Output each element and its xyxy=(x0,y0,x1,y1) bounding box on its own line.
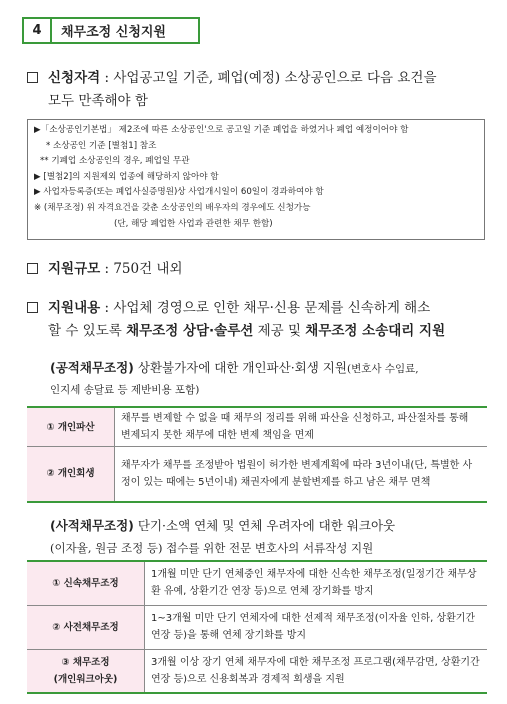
note-line: ** 기폐업 소상공인의 경우, 폐업일 무관 xyxy=(40,156,190,167)
table-row xyxy=(27,605,487,649)
public-table xyxy=(27,406,487,503)
row-label: ① 개인파산 xyxy=(27,407,115,447)
section-number: 4 xyxy=(24,19,52,42)
note-line: ▶ 사업자등록증(또는 폐업사실증명원)상 사업개시일이 60일이 경과하여야 함 xyxy=(34,187,324,198)
row-label: ③ 채무조정 (개인워크아웃) xyxy=(27,649,145,693)
scale-line: 지원규모 : 750건 내외 xyxy=(27,258,183,280)
public-heading: (공적채무조정) xyxy=(50,360,134,375)
eligibility-text1: 사업공고일 기준, 폐업(예정) 소상공인으로 다음 요건을 xyxy=(113,70,437,86)
row-text: 채무자가 채무를 조정받아 법원이 허가한 변제계획에 따라 3년이내(단, 특별한 사정이 있는 때에는 5년이내) 채권자에게 분할변제를 하고 남은 채무 면책 xyxy=(115,447,488,502)
content-line1: 지원내용 : 사업체 경영으로 인한 채무·신용 문제를 신속하게 해소 xyxy=(27,297,497,319)
eligibility-text2: 모두 만족해야 함 xyxy=(48,93,148,109)
scale-value: 750건 내외 xyxy=(113,261,183,277)
content-line2: 할 수 있도록 채무조정 상담·솔루션 제공 및 채무조정 소송대리 지원 xyxy=(48,323,446,339)
table-row xyxy=(27,447,487,502)
note-line: ▶ [별첨2]의 지원제외 업종에 해당하지 않아야 함 xyxy=(34,171,219,182)
note-line: ▶「소상공인기본법」 제2조에 따른 소상공인'으로 공고일 기준 폐업을 하였거나 폐업 예정이어야 함 xyxy=(34,125,409,135)
section-header xyxy=(22,17,200,44)
public-heading-line: (공적채무조정) 상환불가자에 대한 개인파산·회생 지원(변호사 수임료, xyxy=(50,360,419,375)
checkbox-square-icon xyxy=(27,263,38,274)
eligibility-line1: 신청자격 : 사업공고일 기준, 폐업(예정) 소상공인으로 다음 요건을 xyxy=(27,67,497,89)
private-table xyxy=(27,560,487,694)
scale-label: 지원규모 xyxy=(48,261,101,277)
private-desc2: (이자율, 원금 조정 등) 접수를 위한 전문 변호사의 서류작성 지원 xyxy=(50,541,374,555)
private-heading: (사적채무조정) xyxy=(50,518,134,533)
row-text: 1~3개월 미만 단기 연체자에 대한 선제적 채무조정(이자율 인하, 상환기간 연장 등)을 통해 연체 장기화를 방지 xyxy=(145,605,488,649)
checkbox-square-icon xyxy=(27,302,38,313)
requirements-box xyxy=(27,119,485,240)
row-text: 3개월 이상 장기 연체 채무자에 대한 채무조정 프로그램(채무감면, 상환기간 연장 등)으로 신용회복과 경제적 회생을 지원 xyxy=(145,649,488,693)
row-text: 채무를 변제할 수 없을 때 채무의 정리를 위해 파산을 신청하고, 파산절차를 통해 변제되지 못한 채무에 대한 변제 책임을 면제 xyxy=(115,407,488,447)
table-row xyxy=(27,407,487,447)
content-label: 지원내용 xyxy=(48,300,101,316)
public-desc2: 인지세 송달료 등 제반비용 포함) xyxy=(50,384,200,396)
checkbox-square-icon xyxy=(27,72,38,83)
table-row xyxy=(27,649,487,693)
note-line: (단, 해당 폐업한 사업과 관련한 채무 한함) xyxy=(114,218,273,229)
eligibility-label: 신청자격 xyxy=(48,70,101,86)
row-label: ② 개인회생 xyxy=(27,447,115,502)
row-text: 1개월 미만 단기 연체중인 채무자에 대한 신속한 채무조정(일정기간 채무상환 유예, 상환기간 연장 등)으로 연체 장기화를 방지 xyxy=(145,561,488,605)
note-line: ※ (채무조정) 위 자격요건을 갖춘 소상공인의 배우자의 경우에도 신청가능 xyxy=(34,202,311,213)
row-label: ① 신속채무조정 xyxy=(27,561,145,605)
private-heading-line: (사적채무조정) 단기·소액 연체 및 연체 우려자에 대한 워크아웃 xyxy=(50,518,396,533)
section-title: 채무조정 신청지원 xyxy=(61,25,166,40)
note-line: * 소상공인 기준 [별첨1] 참조 xyxy=(46,140,157,151)
table-row xyxy=(27,561,487,605)
row-label: ② 사전채무조정 xyxy=(27,605,145,649)
